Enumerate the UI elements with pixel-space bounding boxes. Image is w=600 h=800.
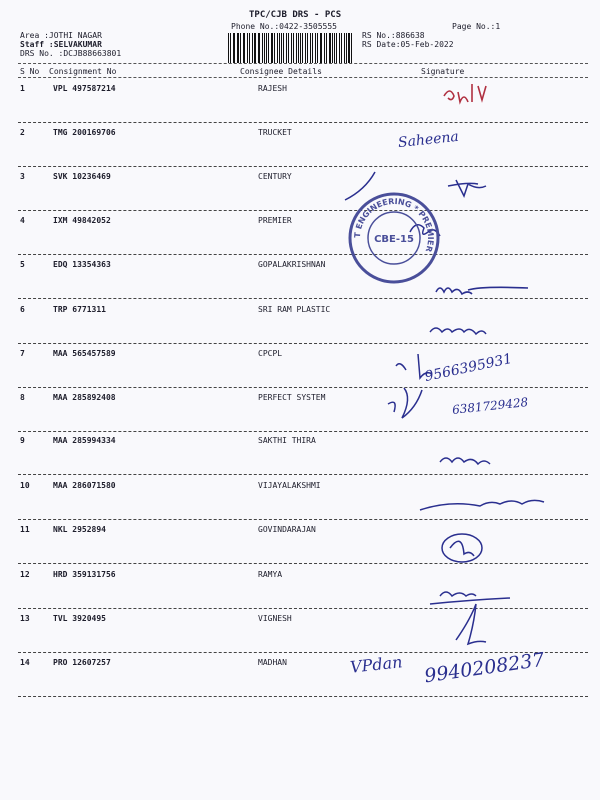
row-consignment-no: TVL 3920495: [53, 614, 106, 623]
signature-12: [430, 592, 510, 604]
staff-label: Staff :SELVAKUMAR: [20, 40, 102, 49]
row-sno: 14: [20, 658, 30, 667]
row-sno: 9: [20, 436, 25, 445]
handwritten-sig-2: Saheena: [397, 128, 460, 152]
row-consignment-no: TMG 200169706: [53, 128, 116, 137]
column-header-consignee: Consignee Details: [240, 67, 322, 76]
signature-6: [430, 328, 486, 334]
area-label: Area :JOTHI NAGAR: [20, 31, 102, 40]
handwritten-phone-14: 9940208237: [422, 648, 546, 688]
signature-1: [444, 84, 486, 102]
row-sno: 4: [20, 216, 25, 225]
phone-number: Phone No.:0422-3505555: [231, 22, 337, 31]
row-consignee: TRUCKET: [258, 128, 292, 137]
signature-8: [388, 388, 422, 418]
signature-11: [442, 534, 482, 562]
row-consignment-no: IXM 49842052: [53, 216, 111, 225]
row-consignment-no: PRO 12607257: [53, 658, 111, 667]
row-consignee: SAKTHI THIRA: [258, 436, 316, 445]
signature-5: [436, 287, 528, 294]
row-sno: 7: [20, 349, 25, 358]
row-sno: 13: [20, 614, 30, 623]
handwritten-phone-7: 9566395931: [423, 350, 514, 386]
rs-date: RS Date:05-Feb-2022: [362, 40, 454, 49]
seal-ring-text: T ENGINEERING * PREMIER: [352, 196, 436, 254]
handwritten-name-14: VPdan: [349, 652, 404, 677]
company-seal: [344, 188, 444, 288]
row-sno: 10: [20, 481, 30, 490]
row-consignee: MADHAN: [258, 658, 287, 667]
signature-13: [456, 604, 486, 644]
row-consignment-no: MAA 285994334: [53, 436, 116, 445]
row-consignment-no: HRD 359131756: [53, 570, 116, 579]
row-consignee: RAMYA: [258, 570, 283, 579]
row-consignee: VIGNESH: [258, 614, 292, 623]
row-consignment-no: MAA 285892408: [53, 393, 116, 402]
row-consignment-no: VPL 497587214: [53, 84, 116, 93]
row-sno: 11: [20, 525, 30, 534]
row-consignee: GOVINDARAJAN: [258, 525, 316, 534]
drs-number: DRS No. :DCJB88663801: [20, 49, 122, 58]
row-consignee: VIJAYALAKSHMI: [258, 481, 321, 490]
row-consignee: PREMIER: [258, 216, 292, 225]
row-consignment-no: SVK 10236469: [53, 172, 111, 181]
row-sno: 12: [20, 570, 30, 579]
row-consignment-no: NKL 2952894: [53, 525, 106, 534]
signature-10: [420, 500, 544, 510]
row-consignment-no: TRP 6771311: [53, 305, 106, 314]
row-sno: 6: [20, 305, 25, 314]
row-consignee: SRI RAM PLASTIC: [258, 305, 331, 314]
rs-number: RS No.:886638: [362, 31, 425, 40]
column-header-sno: S No: [20, 67, 40, 76]
signature-9: [440, 458, 490, 464]
row-sno: 8: [20, 393, 25, 402]
row-consignee: GOPALAKRISHNAN: [258, 260, 326, 269]
page-number: Page No.:1: [452, 22, 501, 31]
column-header-signature: Signature: [421, 67, 465, 76]
row-consignee: CPCPL: [258, 349, 283, 358]
row-sno: 1: [20, 84, 25, 93]
document-title: TPC/CJB DRS - PCS: [249, 10, 342, 20]
row-sno: 5: [20, 260, 25, 269]
row-sno: 3: [20, 172, 25, 181]
row-consignment-no: EDQ 13354363: [53, 260, 111, 269]
row-consignment-no: MAA 286071580: [53, 481, 116, 490]
row-consignee: PERFECT SYSTEM: [258, 393, 326, 402]
row-consignee: CENTURY: [258, 172, 292, 181]
column-header-consignment: Consignment No: [49, 67, 117, 76]
seal-center-text: CBE-15: [374, 234, 414, 245]
row-consignee: RAJESH: [258, 84, 287, 93]
row-sno: 2: [20, 128, 25, 137]
row-consignment-no: MAA 565457589: [53, 349, 116, 358]
handwritten-phone-8: 6381729428: [451, 395, 529, 417]
